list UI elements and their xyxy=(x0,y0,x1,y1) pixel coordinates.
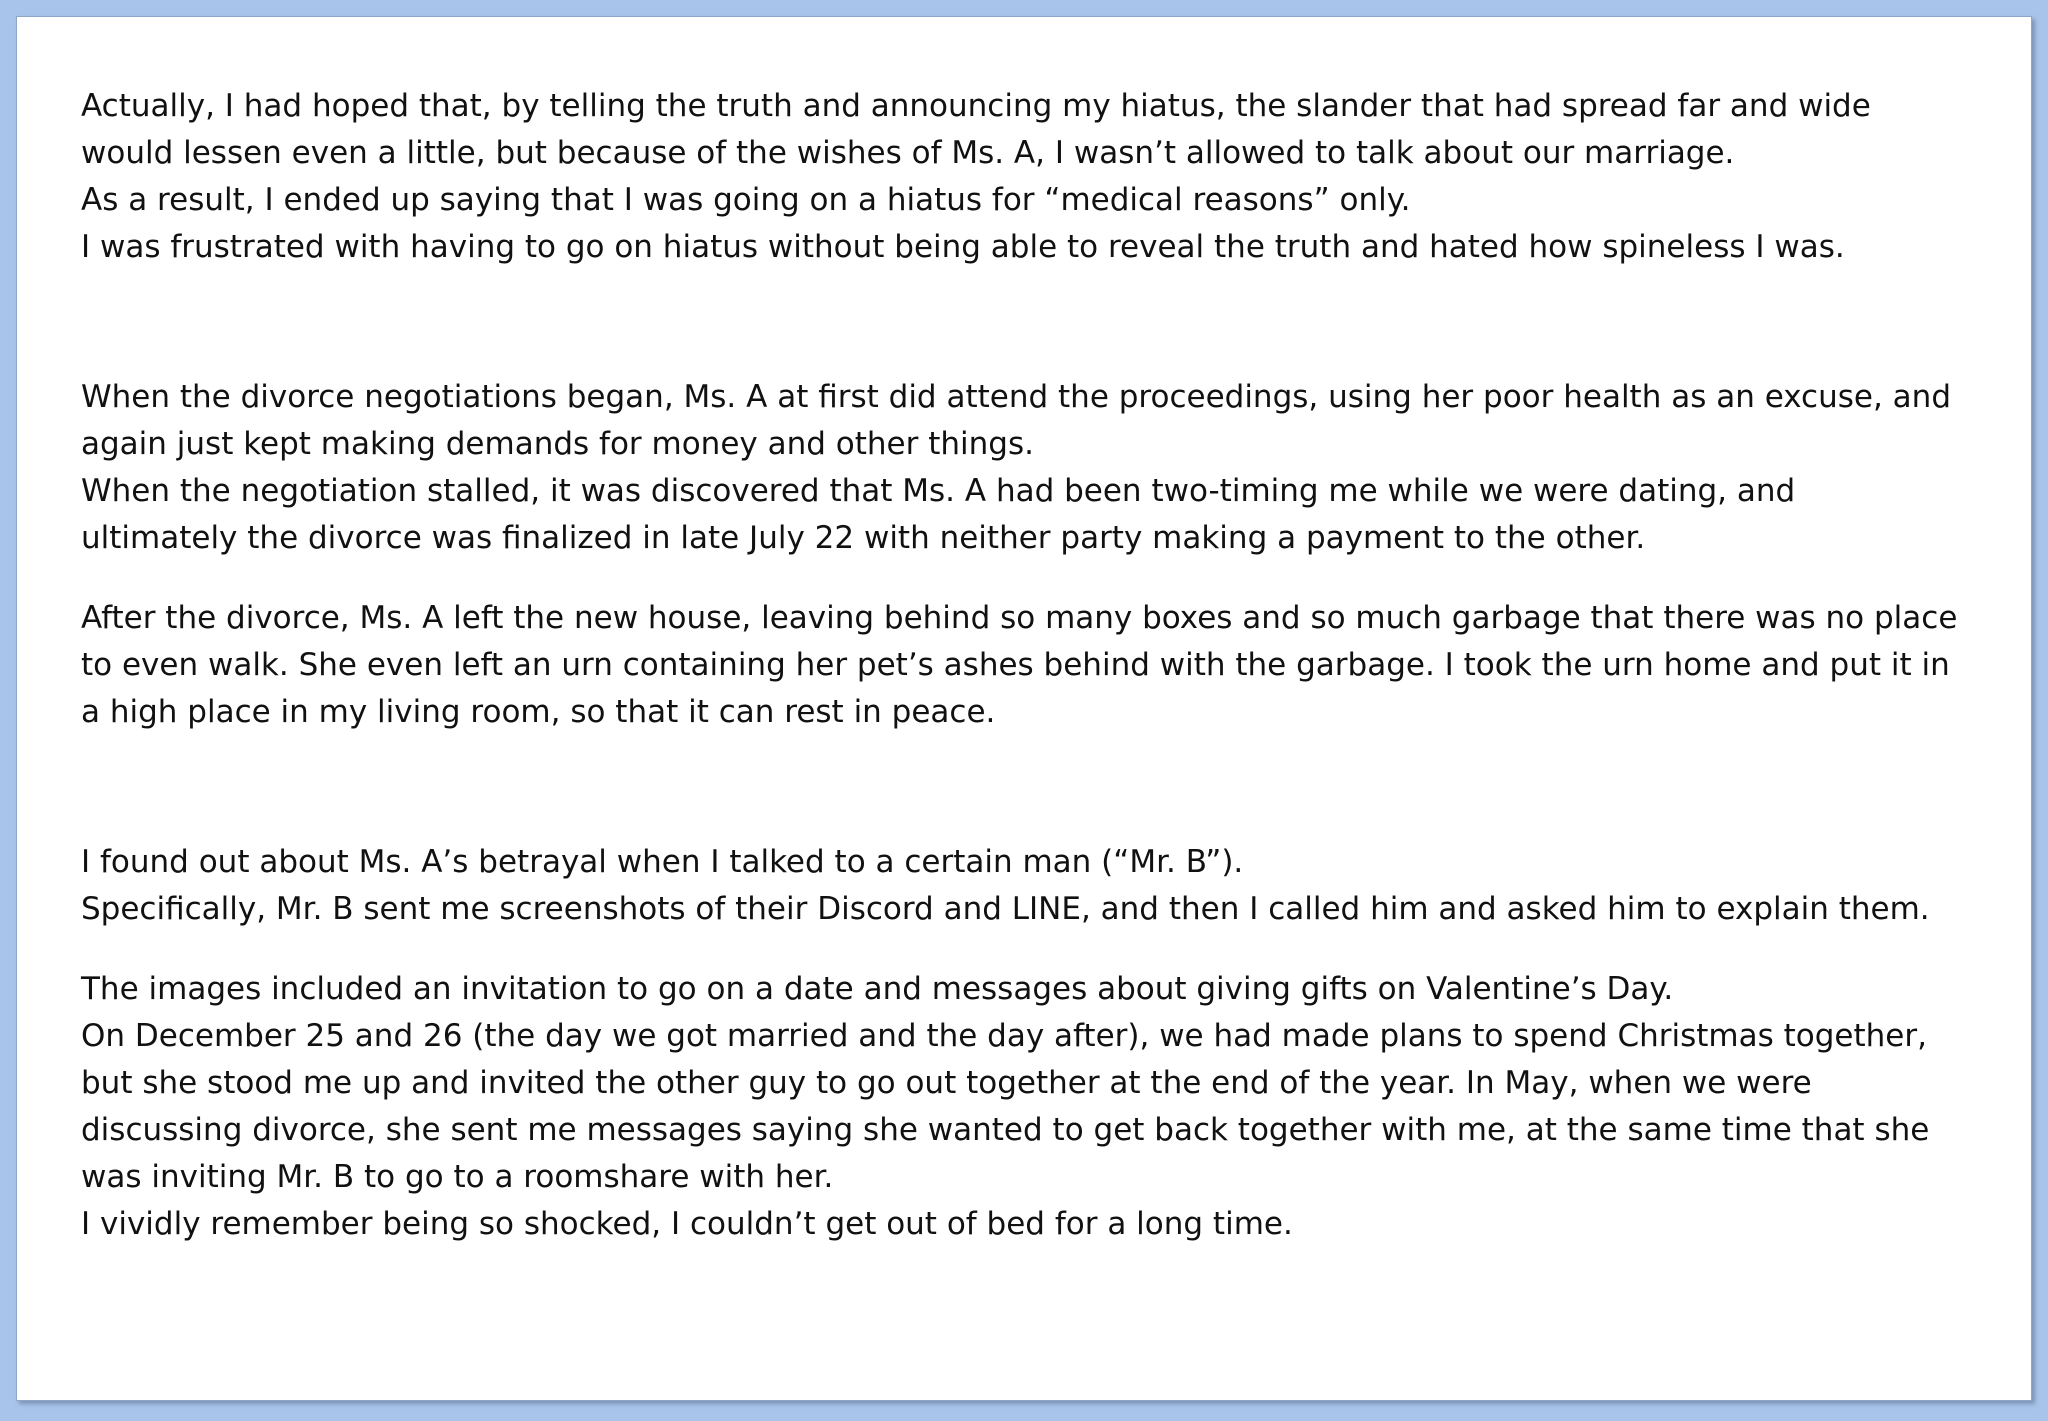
text-line: again just kept making demands for money and other things. xyxy=(81,426,1034,462)
text-line: On December 25 and 26 (the day we got married and the day after), we had made plans to spend Christmas together, xyxy=(81,1018,1927,1054)
text-line: a high place in my living room, so that it can rest in peace. xyxy=(81,694,996,730)
text-line: I found out about Ms. A’s betrayal when I talked to a certain man (“Mr. B”). xyxy=(81,844,1244,880)
text-line: When the negotiation stalled, it was discovered that Ms. A had been two-timing me while we were dating, and xyxy=(81,473,1796,509)
text-line: As a result, I ended up saying that I was going on a hiatus for “medical reasons” only. xyxy=(81,182,1411,218)
text-line: Actually, I had hoped that, by telling the truth and announcing my hiatus, the slander that had spread far and wide xyxy=(81,88,1871,124)
text-line: would lessen even a little, but because of the wishes of Ms. A, I wasn’t allowed to talk about our marriage. xyxy=(81,135,1735,171)
text-line: to even walk. She even left an urn containing her pet’s ashes behind with the garbage. I took the urn home and put it in xyxy=(81,647,1950,683)
document-body xyxy=(81,83,1981,1248)
paragraph-images xyxy=(81,966,1981,1248)
text-line: ultimately the divorce was finalized in late July 22 with neither party making a payment to the other. xyxy=(81,520,1646,556)
section-spacer xyxy=(81,736,1981,839)
paragraph-spacer xyxy=(81,562,1981,595)
text-line: The images included an invitation to go on a date and messages about giving gifts on Valentine’s Day. xyxy=(81,971,1674,1007)
text-line: but she stood me up and invited the other guy to go out together at the end of the year. In May, when we were xyxy=(81,1065,1812,1101)
text-line: When the divorce negotiations began, Ms. A at first did attend the proceedings, using her poor health as an excuse, and xyxy=(81,379,1951,415)
paragraph-betrayal xyxy=(81,839,1981,933)
text-line: was inviting Mr. B to go to a roomshare with her. xyxy=(81,1159,834,1195)
paragraph-divorce-negotiations xyxy=(81,374,1981,562)
paragraph-spacer xyxy=(81,933,1981,966)
document-page xyxy=(16,16,2032,1401)
text-line: I vividly remember being so shocked, I couldn’t get out of bed for a long time. xyxy=(81,1206,1293,1242)
paragraph-after-divorce xyxy=(81,595,1981,736)
paragraph-hiatus xyxy=(81,83,1981,271)
section-spacer xyxy=(81,271,1981,374)
text-line: discussing divorce, she sent me messages saying she wanted to get back together with me, at the same time that she xyxy=(81,1112,1930,1148)
text-line: Specifically, Mr. B sent me screenshots of their Discord and LINE, and then I called him and asked him to explain them. xyxy=(81,891,1930,927)
text-line: After the divorce, Ms. A left the new house, leaving behind so many boxes and so much garbage that there was no place xyxy=(81,600,1958,636)
text-line: I was frustrated with having to go on hiatus without being able to reveal the truth and hated how spineless I was. xyxy=(81,229,1845,265)
